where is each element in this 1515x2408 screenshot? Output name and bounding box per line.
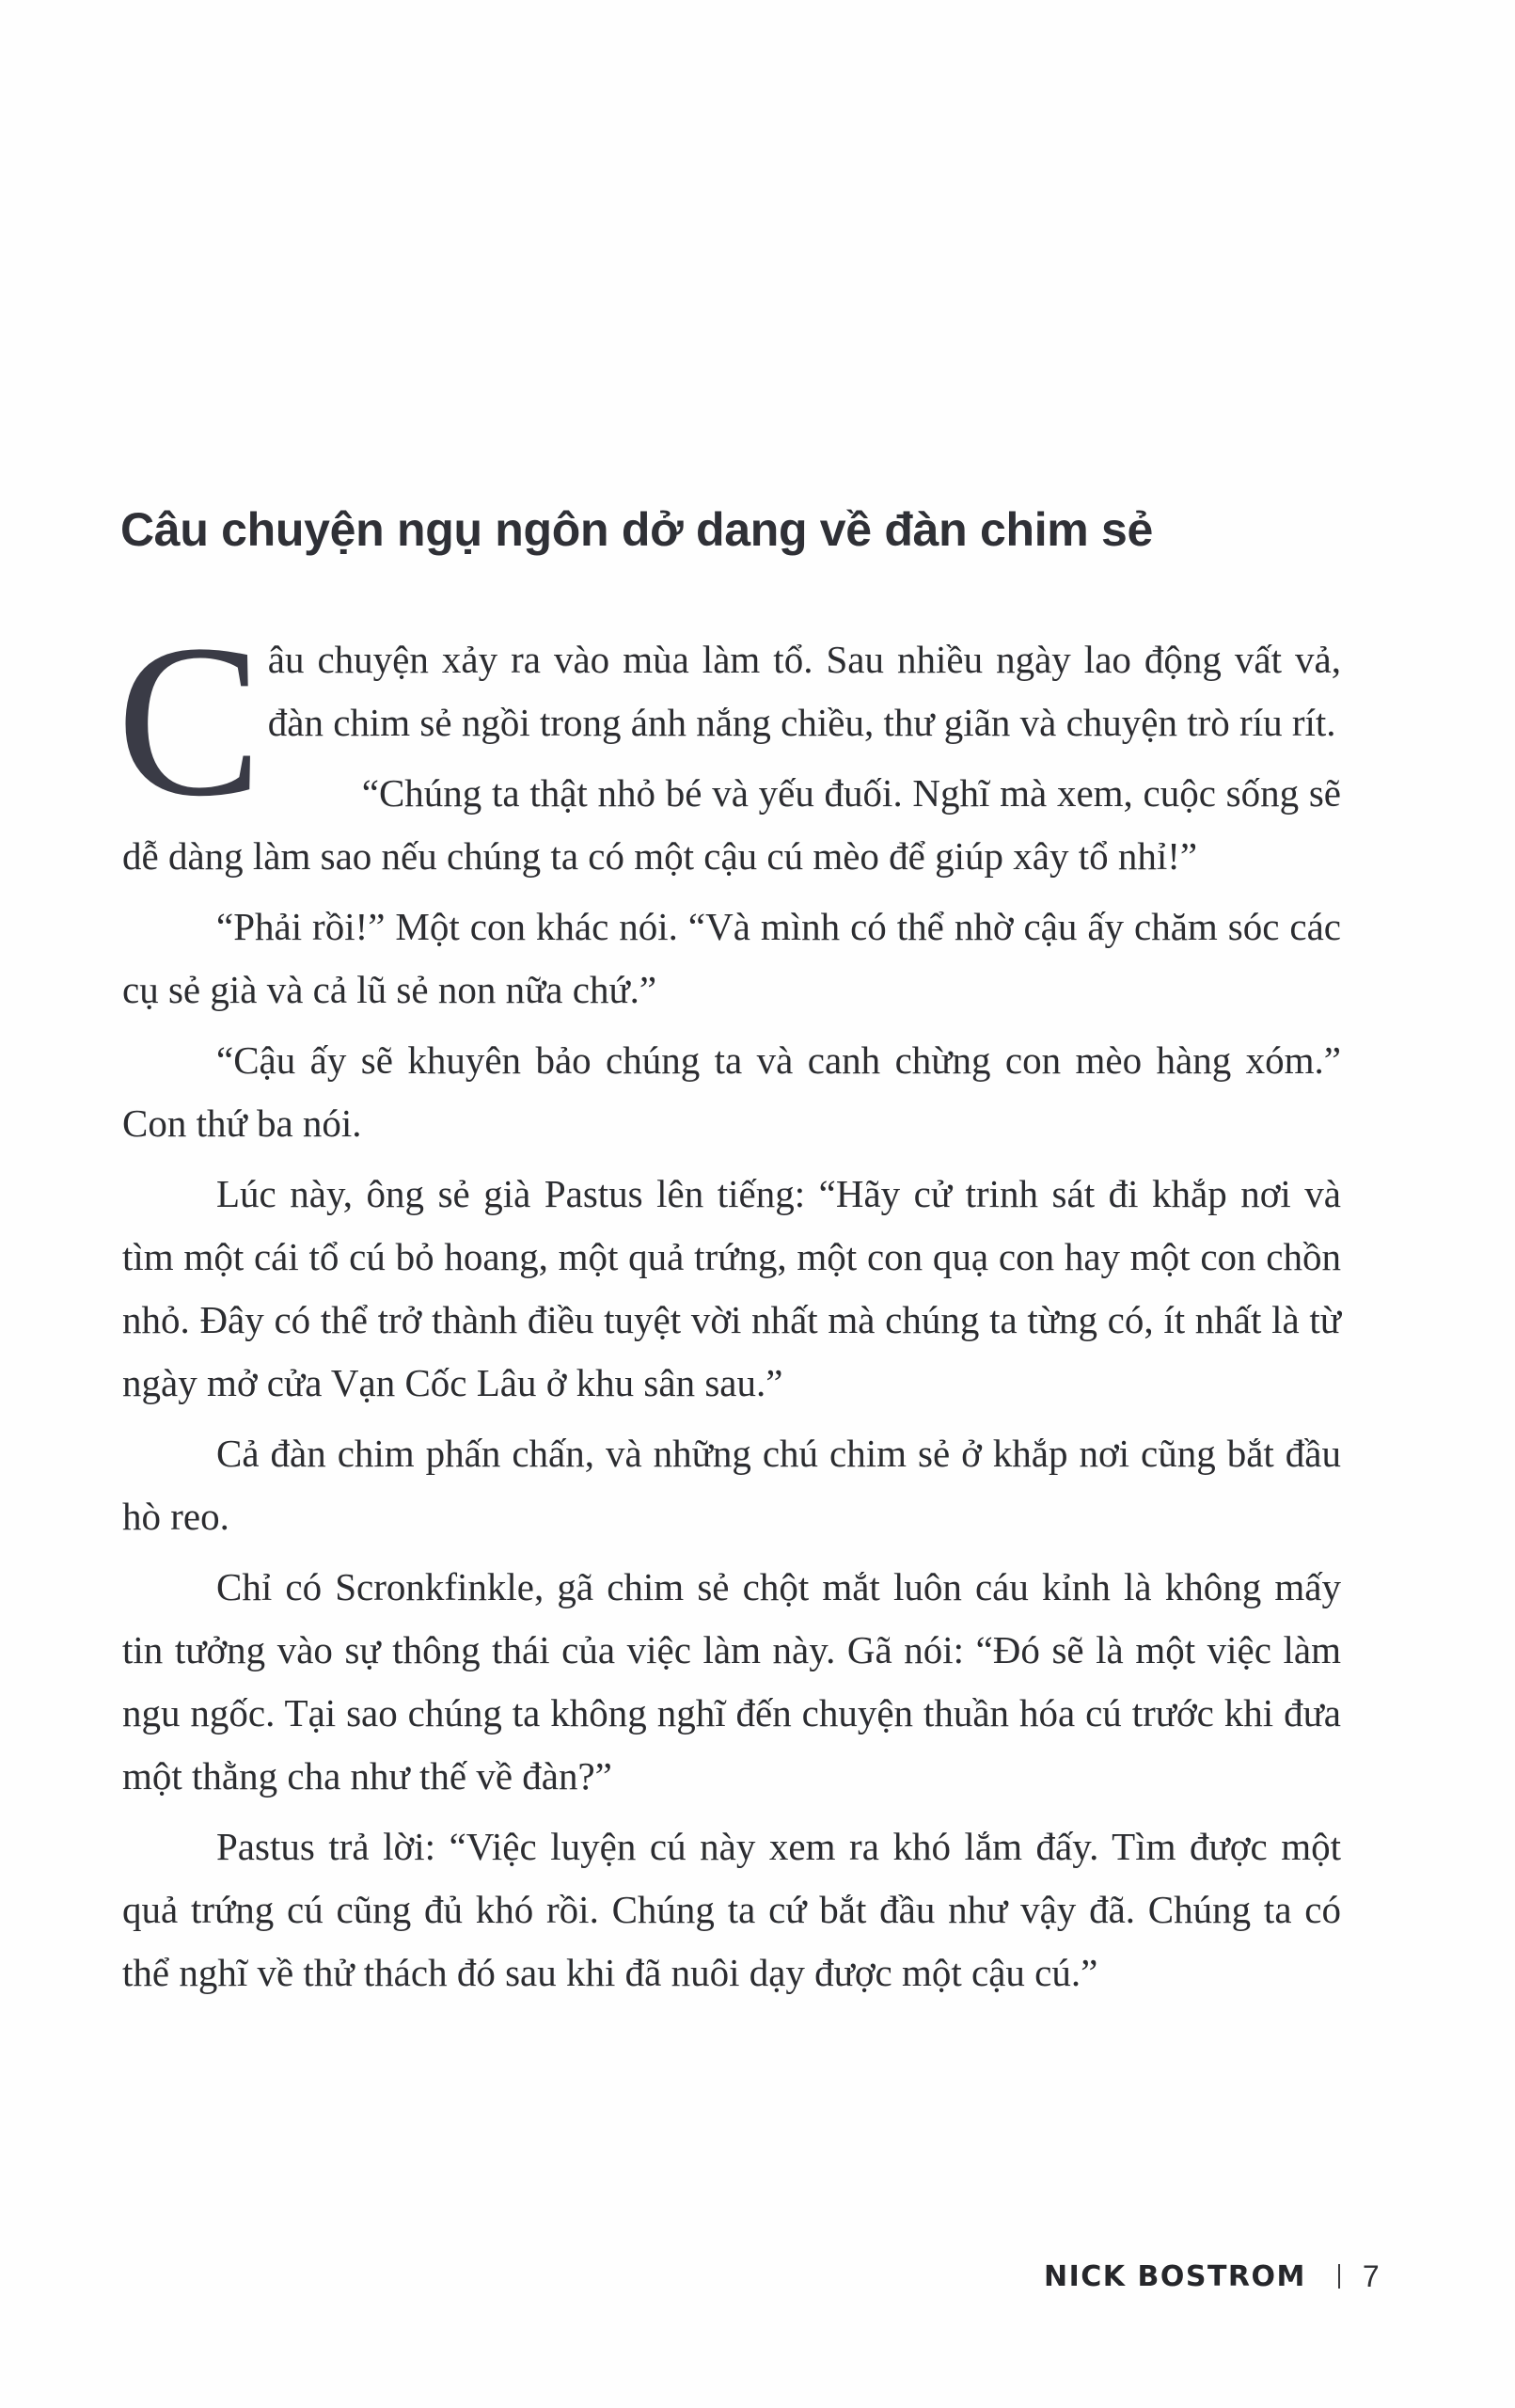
drop-cap: C bbox=[117, 600, 262, 842]
paragraph-2: “Chúng ta thật nhỏ bé và yếu đuối. Nghĩ mà xem, cuộc sống sẽ dễ dàng làm sao nếu chúng ta có một cậu cú mèo để giúp xây tổ nhỉ!” bbox=[122, 771, 1341, 878]
paragraph-6: Cả đàn chim phấn chấn, và những chú chim sẻ ở khắp nơi cũng bắt đầu hò reo. bbox=[122, 1432, 1341, 1538]
chapter-title: Câu chuyện ngụ ngôn dở dang về đàn chim sẻ bbox=[120, 503, 1154, 556]
paragraph-4: “Cậu ấy sẽ khuyên bảo chúng ta và canh chừng con mèo hàng xóm.” Con thứ ba nói. bbox=[122, 1038, 1341, 1145]
footer-separator bbox=[1338, 2264, 1340, 2289]
paragraph-8: Pastus trả lời: “Việc luyện cú này xem ra khó lắm đấy. Tìm được một quả trứng cú cũng đủ khó rồi. Chúng ta cứ bắt đầu như vậy đã. Chúng ta có thể nghĩ về thử thách đó sau khi đã nuôi dạy được một cậu cú.” bbox=[122, 1825, 1341, 1994]
paragraph-7: Chỉ có Scronkfinkle, gã chim sẻ chột mắt luôn cáu kỉnh là không mấy tin tưởng vào sự thông thái của việc làm này. Gã nói: “Đó sẽ là một việc làm ngu ngốc. Tại sao chúng ta không nghĩ đến chuyện thuần hóa cú trước khi đưa một thằng cha như thế về đàn?” bbox=[122, 1565, 1341, 1798]
running-footer-author: NICK BOSTROM bbox=[1044, 2259, 1306, 2293]
chapter-body bbox=[117, 600, 1341, 2012]
page-footer bbox=[1044, 2253, 1380, 2300]
paragraph-3: “Phải rồi!” Một con khác nói. “Và mình có thể nhờ cậu ấy chăm sóc các cụ sẻ già và cả lũ sẻ non nữa chứ.” bbox=[122, 905, 1341, 1011]
paragraph-text: âu chuyện xảy ra vào mùa làm tổ. Sau nhiều ngày lao động vất vả, đàn chim sẻ ngồi trong ánh nắng chiều, thư giãn và chuyện trò ríu rít. bbox=[267, 638, 1341, 744]
page-number: 7 bbox=[1362, 2258, 1380, 2293]
paragraph-5: Lúc này, ông sẻ già Pastus lên tiếng: “Hãy cử trinh sát đi khắp nơi và tìm một cái tổ cú bỏ hoang, một quả trứng, một con quạ con hay một con chồn nhỏ. Đây có thể trở thành điều tuyệt vời nhất mà chúng ta từng có, ít nhất là từ ngày mở cửa Vạn Cốc Lâu ở khu sân sau.” bbox=[122, 1172, 1341, 1404]
